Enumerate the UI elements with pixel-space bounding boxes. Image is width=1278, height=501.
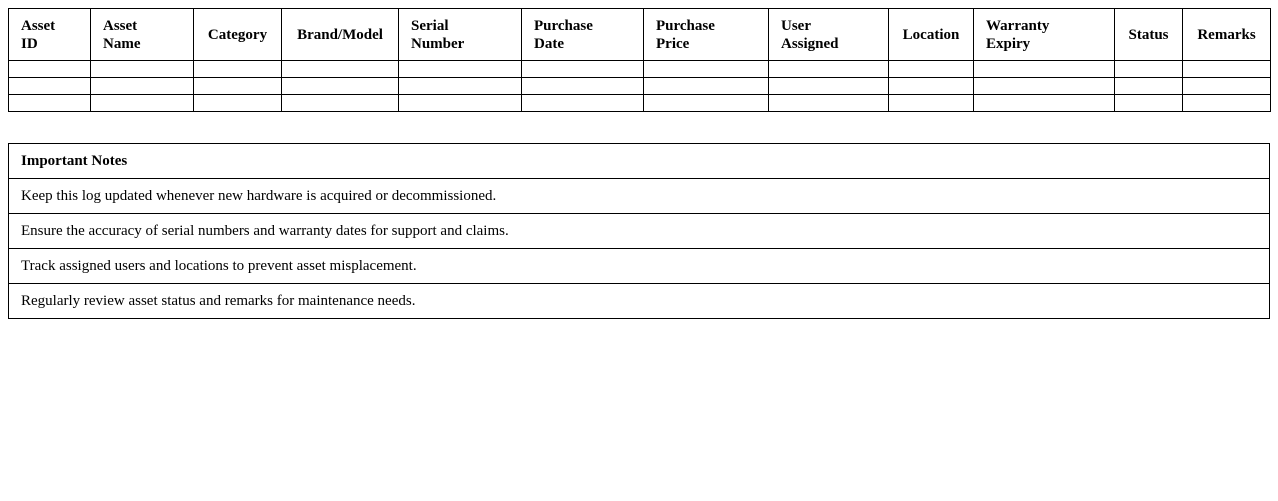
column-header-line: Date	[534, 35, 564, 52]
column-header-line: Remarks	[1197, 26, 1256, 43]
note-text: Regularly review asset status and remarks for maintenance needs.	[9, 284, 1270, 319]
header-row	[9, 9, 1271, 61]
table-cell[interactable]	[194, 61, 282, 78]
asset-log-table	[8, 8, 1271, 112]
table-cell[interactable]	[282, 78, 399, 95]
table-cell[interactable]	[399, 78, 522, 95]
column-header-line: Assigned	[781, 35, 839, 52]
column-header-warranty-expiry	[974, 9, 1115, 61]
table-cell[interactable]	[1115, 95, 1183, 112]
column-header-line: Price	[656, 35, 690, 52]
column-header-line: Expiry	[986, 35, 1031, 52]
table-cell[interactable]	[91, 95, 194, 112]
table-cell[interactable]	[644, 61, 769, 78]
note-text: Track assigned users and locations to prevent asset misplacement.	[9, 249, 1270, 284]
table-cell[interactable]	[769, 61, 889, 78]
table-cell[interactable]	[974, 61, 1115, 78]
notes-header-row	[9, 144, 1270, 179]
table-cell[interactable]	[9, 78, 91, 95]
important-notes-table	[8, 143, 1270, 319]
column-header-location	[889, 9, 974, 61]
table-cell[interactable]	[644, 78, 769, 95]
column-header-line: Location	[902, 26, 960, 43]
note-row	[9, 179, 1270, 214]
column-header-line: Asset	[103, 17, 138, 34]
column-header-line: Asset	[21, 17, 56, 34]
table-cell[interactable]	[399, 61, 522, 78]
column-header-asset-id	[9, 9, 91, 61]
table-cell[interactable]	[194, 95, 282, 112]
table-cell[interactable]	[1115, 61, 1183, 78]
table-row	[9, 61, 1271, 78]
column-header-line: Number	[411, 35, 465, 52]
table-cell[interactable]	[769, 78, 889, 95]
table-cell[interactable]	[522, 95, 644, 112]
table-cell[interactable]	[9, 95, 91, 112]
table-cell[interactable]	[522, 78, 644, 95]
column-header-line: Serial	[411, 17, 449, 34]
column-header-user-assigned	[769, 9, 889, 61]
notes-title: Important Notes	[9, 144, 1270, 179]
table-cell[interactable]	[769, 95, 889, 112]
table-cell[interactable]	[1183, 95, 1271, 112]
table-cell[interactable]	[522, 61, 644, 78]
asset-table-body	[9, 61, 1271, 112]
column-header-line: Category	[207, 26, 268, 43]
column-header-line: Purchase	[534, 17, 593, 34]
table-cell[interactable]	[889, 61, 974, 78]
note-text: Keep this log updated whenever new hardware is acquired or decommissioned.	[9, 179, 1270, 214]
table-row	[9, 78, 1271, 95]
column-header-line: User	[781, 17, 811, 34]
note-text: Ensure the accuracy of serial numbers and warranty dates for support and claims.	[9, 214, 1270, 249]
column-header-status	[1115, 9, 1183, 61]
table-cell[interactable]	[1183, 61, 1271, 78]
column-header-category	[194, 9, 282, 61]
note-row	[9, 249, 1270, 284]
column-header-line: Warranty	[986, 17, 1050, 34]
column-header-brand-model	[282, 9, 399, 61]
column-header-purchase-date	[522, 9, 644, 61]
column-header-remarks	[1183, 9, 1271, 61]
note-row	[9, 214, 1270, 249]
table-cell[interactable]	[889, 95, 974, 112]
table-cell[interactable]	[194, 78, 282, 95]
table-cell[interactable]	[974, 95, 1115, 112]
note-row	[9, 284, 1270, 319]
column-header-line: Name	[103, 35, 141, 52]
column-header-serial-number	[399, 9, 522, 61]
column-header-line: ID	[21, 35, 38, 52]
column-header-purchase-price	[644, 9, 769, 61]
table-cell[interactable]	[1115, 78, 1183, 95]
table-cell[interactable]	[91, 78, 194, 95]
table-cell[interactable]	[282, 61, 399, 78]
column-header-line: Status	[1128, 26, 1169, 43]
column-header-line: Purchase	[656, 17, 715, 34]
column-header-asset-name	[91, 9, 194, 61]
table-cell[interactable]	[644, 95, 769, 112]
table-cell[interactable]	[9, 61, 91, 78]
table-cell[interactable]	[974, 78, 1115, 95]
table-cell[interactable]	[91, 61, 194, 78]
column-header-line: Brand/Model	[297, 26, 383, 43]
table-cell[interactable]	[1183, 78, 1271, 95]
table-row	[9, 95, 1271, 112]
table-cell[interactable]	[282, 95, 399, 112]
table-cell[interactable]	[889, 78, 974, 95]
table-cell[interactable]	[399, 95, 522, 112]
